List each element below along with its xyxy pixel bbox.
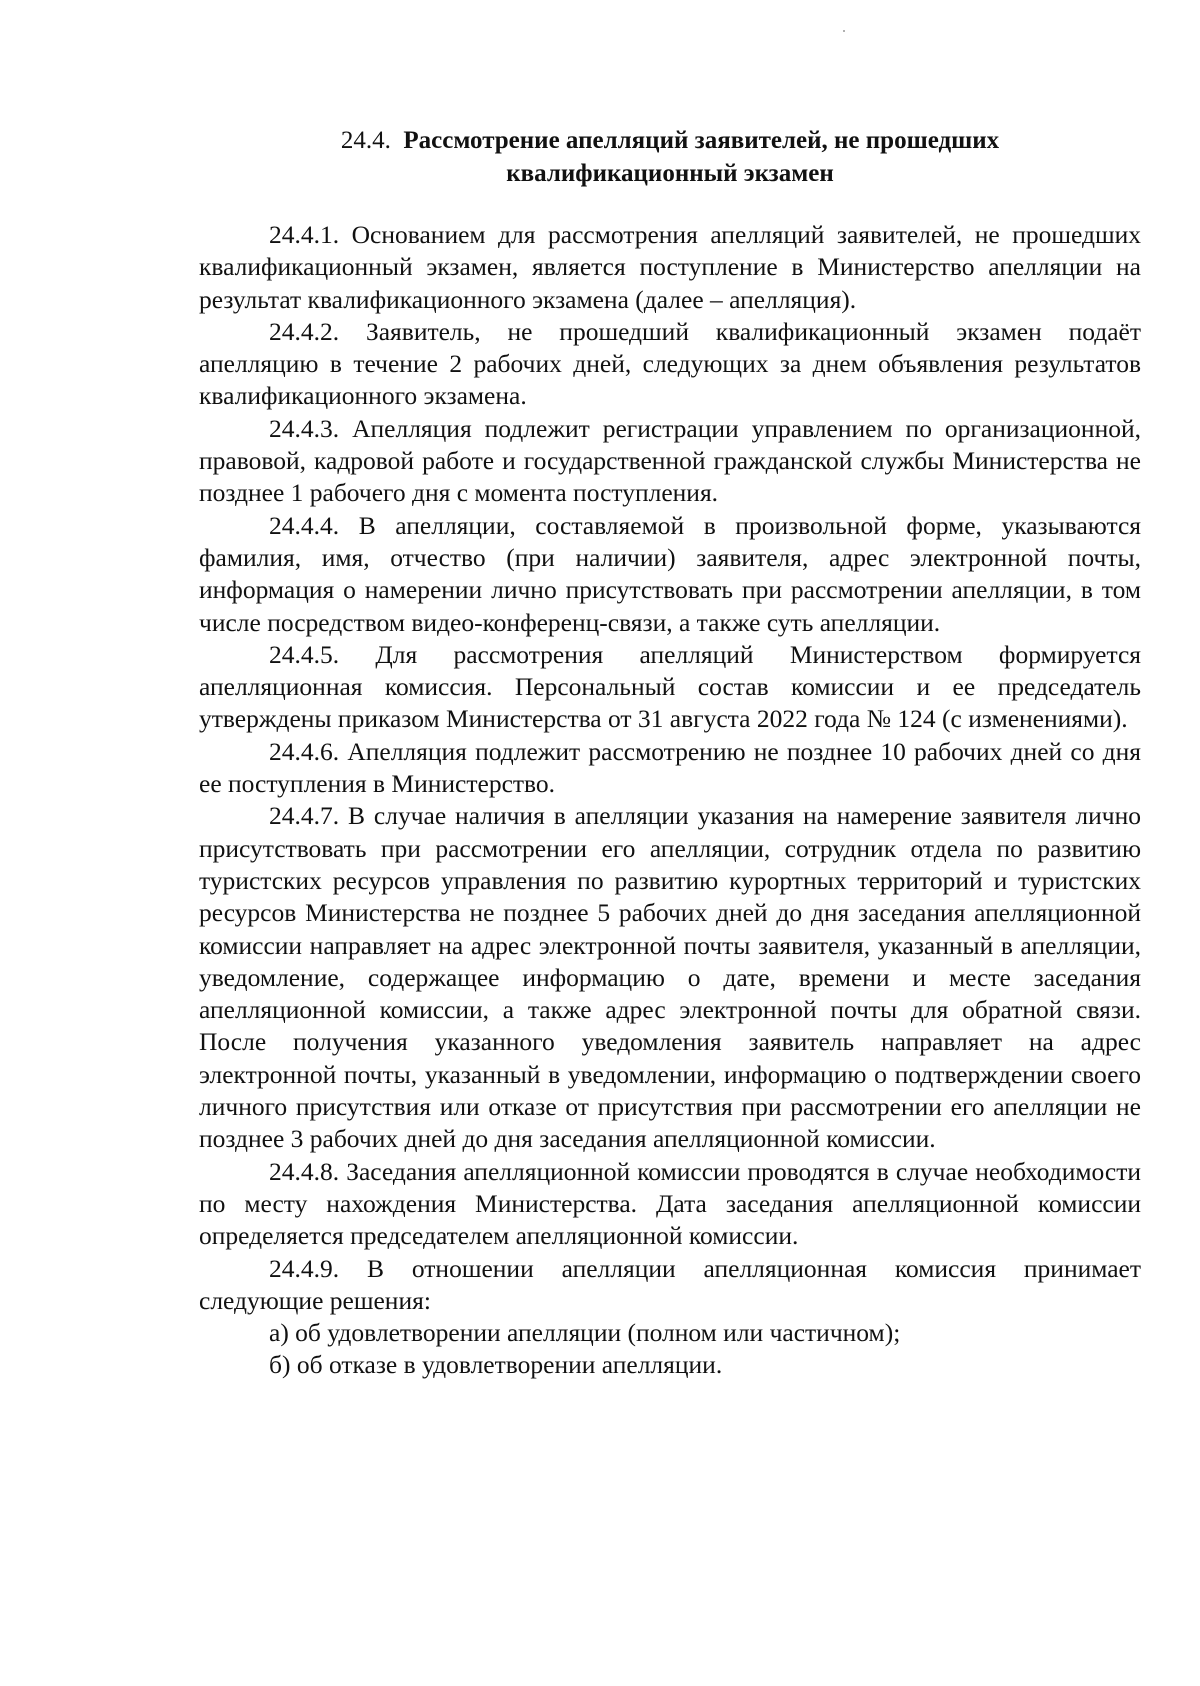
paragraph-24-4-1: 24.4.1. Основанием для рассмотрения апелляций заявителей, не прошедших квалификационный экзамен, является поступление в Министерство апелляции на результат квалификационного экзамена (далее – апелляция). (199, 220, 1141, 314)
list-item-b: б) об отказе в удовлетворении апелляции. (269, 1350, 723, 1380)
section-number: 24.4. (340, 127, 391, 154)
paragraph-24-4-9: 24.4.9. В отношении апелляции апелляционная комиссия принимает следующие решения: (199, 1253, 1141, 1315)
paragraph-24-4-7: 24.4.7. В случае наличия в апелляции указания на намерение заявителя лично присутствовать при рассмотрении его апелляции, сотрудник отдела по развитию туристских ресурсов управления по развитию курортных территорий и туристских ресурсов Министерства не позднее 5 рабочих дней до дня заседания апелляционной комиссии направляет на адрес электронной почты заявителя, указанный в апелляции, уведомление, содержащее информацию о дате, времени и месте заседания апелляционной комиссии, а также адрес электронной почты для обратной связи. После получения указанного уведомления заявитель направляет на адрес электронной почты, указанный в уведомлении, информацию о подтверждении своего личного присутствия или отказе от присутствия при рассмотрении его апелляции не позднее 3 рабочих дней до дня заседания апелляционной комиссии. (199, 801, 1141, 1154)
section-title-line1: Рассмотрение апелляций заявителей, не прошедших (403, 127, 1000, 154)
list-item-a: а) об удовлетворении апелляции (полном или частичном); (269, 1318, 901, 1348)
section-title-line2: квалификационный экзамен (506, 160, 834, 187)
paragraph-24-4-3: 24.4.3. Апелляция подлежит регистрации управлением по организационной, правовой, кадровой работе и государственной гражданской службы Министерства не позднее 1 рабочего дня с момента поступления. (199, 413, 1141, 508)
paragraph-24-4-4: 24.4.4. В апелляции, составляемой в произвольной форме, указываются фамилия, имя, отчество (при наличии) заявителя, адрес электронной почты, информация о намерении лично присутствовать при рассмотрении апелляции, в том числе посредством видео-конференц-связи, а также суть апелляции. (199, 510, 1141, 637)
section-heading (200, 124, 1140, 190)
paragraph-24-4-8: 24.4.8. Заседания апелляционной комиссии проводятся в случае необходимости по месту нахождения Министерства. Дата заседания апелляционной комиссии определяется председателем апелляционной комиссии. (199, 1156, 1141, 1251)
paragraph-24-4-2: 24.4.2. Заявитель, не прошедший квалификационный экзамен подаёт апелляцию в течение 2 рабочих дней, следующих за днем объявления результатов квалификационного экзамена. (199, 316, 1141, 411)
paragraph-24-4-6: 24.4.6. Апелляция подлежит рассмотрению не позднее 10 рабочих дней со дня ее поступления в Министерство. (199, 736, 1141, 799)
scan-speck (843, 30, 845, 32)
document-body (199, 219, 1141, 1382)
paragraph-24-4-5: 24.4.5. Для рассмотрения апелляций Министерством формируется апелляционная комиссия. Персональный состав комиссии и ее председатель утверждены приказом Министерства от 31 августа 2022 года № 124 (с изменениями). (199, 639, 1141, 734)
